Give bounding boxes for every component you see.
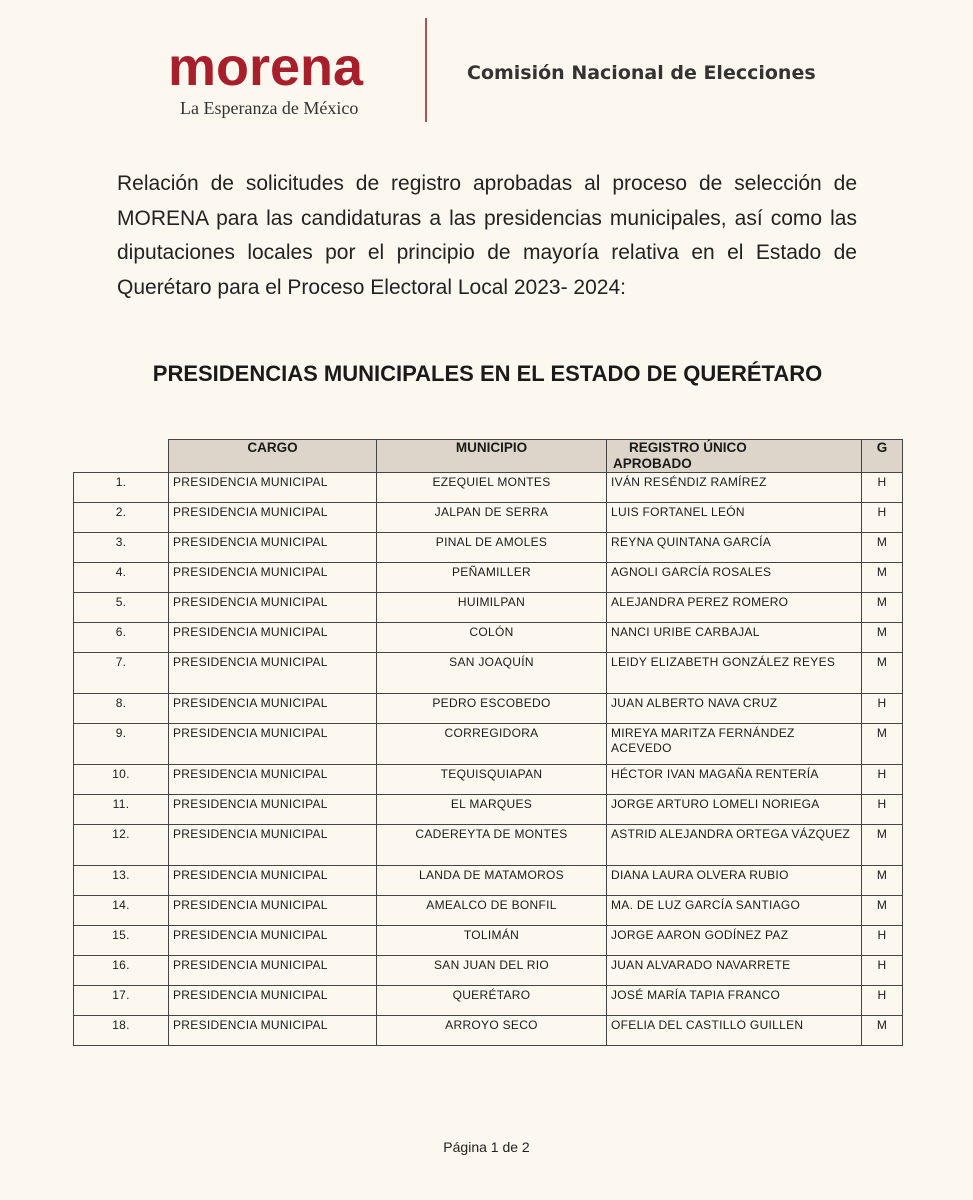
genero-cell: M xyxy=(862,593,903,623)
nombre-cell: REYNA QUINTANA GARCÍA xyxy=(607,533,862,563)
genero-cell: M xyxy=(862,866,903,896)
nombre-cell: JUAN ALBERTO NAVA CRUZ xyxy=(607,694,862,724)
row-number: 4. xyxy=(74,563,169,593)
organization-name: Comisión Nacional de Elecciones xyxy=(467,62,816,84)
genero-cell: M xyxy=(862,825,903,866)
nombre-cell: HÉCTOR IVAN MAGAÑA RENTERÍA xyxy=(607,765,862,795)
row-number: 11. xyxy=(74,795,169,825)
nombre-cell: NANCI URIBE CARBAJAL xyxy=(607,623,862,653)
header-divider xyxy=(425,18,427,122)
row-number: 15. xyxy=(74,926,169,956)
morena-logo xyxy=(168,37,388,119)
header-cargo: CARGO xyxy=(169,440,377,473)
row-number: 17. xyxy=(74,986,169,1016)
header-registro-line1: REGISTRO ÚNICO xyxy=(629,440,747,455)
row-number: 7. xyxy=(74,653,169,694)
row-number: 5. xyxy=(74,593,169,623)
cargo-cell: PRESIDENCIA MUNICIPAL xyxy=(169,1016,377,1046)
cargo-cell: PRESIDENCIA MUNICIPAL xyxy=(169,623,377,653)
cargo-cell: PRESIDENCIA MUNICIPAL xyxy=(169,724,377,765)
nombre-cell: MA. DE LUZ GARCÍA SANTIAGO xyxy=(607,896,862,926)
row-number: 12. xyxy=(74,825,169,866)
genero-cell: H xyxy=(862,956,903,986)
municipio-cell: SAN JUAN DEL RIO xyxy=(377,956,607,986)
nombre-cell: LEIDY ELIZABETH GONZÁLEZ REYES xyxy=(607,653,862,694)
table-row xyxy=(74,623,903,653)
row-number: 6. xyxy=(74,623,169,653)
table-header-row xyxy=(74,440,903,473)
nombre-cell: DIANA LAURA OLVERA RUBIO xyxy=(607,866,862,896)
genero-cell: M xyxy=(862,563,903,593)
municipio-cell: CADEREYTA DE MONTES xyxy=(377,825,607,866)
municipio-cell: LANDA DE MATAMOROS xyxy=(377,866,607,896)
municipio-cell: TOLIMÁN xyxy=(377,926,607,956)
genero-cell: M xyxy=(862,533,903,563)
genero-cell: H xyxy=(862,926,903,956)
genero-cell: M xyxy=(862,623,903,653)
genero-cell: M xyxy=(862,896,903,926)
nombre-cell: ALEJANDRA PEREZ ROMERO xyxy=(607,593,862,623)
cargo-cell: PRESIDENCIA MUNICIPAL xyxy=(169,694,377,724)
row-number: 14. xyxy=(74,896,169,926)
genero-cell: M xyxy=(862,724,903,765)
municipio-cell: SAN JOAQUÍN xyxy=(377,653,607,694)
intro-paragraph: Relación de solicitudes de registro aprobadas al proceso de selección de MORENA para las candidaturas a las presidencias municipales, así como las diputaciones locales por el principio de mayoría relativa en el Estado de Querétaro para el Proceso Electoral Local 2023- 2024: xyxy=(117,172,857,299)
genero-cell: H xyxy=(862,986,903,1016)
table-row xyxy=(74,473,903,503)
cargo-cell: PRESIDENCIA MUNICIPAL xyxy=(169,956,377,986)
cargo-cell: PRESIDENCIA MUNICIPAL xyxy=(169,896,377,926)
cargo-cell: PRESIDENCIA MUNICIPAL xyxy=(169,765,377,795)
genero-cell: H xyxy=(862,795,903,825)
header-registro xyxy=(607,440,862,473)
nombre-cell: LUIS FORTANEL LEÓN xyxy=(607,503,862,533)
row-number: 10. xyxy=(74,765,169,795)
header-number-blank xyxy=(74,440,169,473)
cargo-cell: PRESIDENCIA MUNICIPAL xyxy=(169,653,377,694)
nombre-cell: AGNOLI GARCÍA ROSALES xyxy=(607,563,862,593)
table-row xyxy=(74,724,903,765)
municipio-cell: COLÓN xyxy=(377,623,607,653)
municipio-cell: JALPAN DE SERRA xyxy=(377,503,607,533)
row-number: 1. xyxy=(74,473,169,503)
cargo-cell: PRESIDENCIA MUNICIPAL xyxy=(169,926,377,956)
municipio-cell: TEQUISQUIAPAN xyxy=(377,765,607,795)
table-row xyxy=(74,503,903,533)
row-number: 9. xyxy=(74,724,169,765)
row-number: 18. xyxy=(74,1016,169,1046)
nombre-cell: OFELIA DEL CASTILLO GUILLEN xyxy=(607,1016,862,1046)
genero-cell: M xyxy=(862,653,903,694)
municipio-cell: AMEALCO DE BONFIL xyxy=(377,896,607,926)
nombre-cell: JOSÉ MARÍA TAPIA FRANCO xyxy=(607,986,862,1016)
municipio-cell: EZEQUIEL MONTES xyxy=(377,473,607,503)
nombre-cell: JUAN ALVARADO NAVARRETE xyxy=(607,956,862,986)
municipio-cell: PINAL DE AMOLES xyxy=(377,533,607,563)
header-registro-line2: APROBADO xyxy=(613,456,692,471)
cargo-cell: PRESIDENCIA MUNICIPAL xyxy=(169,533,377,563)
table-row xyxy=(74,825,903,866)
genero-cell: M xyxy=(862,1016,903,1046)
nombre-cell: MIREYA MARITZA FERNÁNDEZ ACEVEDO xyxy=(607,724,862,765)
nombre-cell: JORGE AARON GODÍNEZ PAZ xyxy=(607,926,862,956)
logo-wordmark: morena xyxy=(168,37,364,97)
cargo-cell: PRESIDENCIA MUNICIPAL xyxy=(169,563,377,593)
table-row xyxy=(74,593,903,623)
table-row xyxy=(74,1016,903,1046)
row-number: 2. xyxy=(74,503,169,533)
genero-cell: H xyxy=(862,473,903,503)
row-number: 13. xyxy=(74,866,169,896)
table-row xyxy=(74,956,903,986)
cargo-cell: PRESIDENCIA MUNICIPAL xyxy=(169,866,377,896)
table-row xyxy=(74,765,903,795)
genero-cell: H xyxy=(862,503,903,533)
cargo-cell: PRESIDENCIA MUNICIPAL xyxy=(169,986,377,1016)
municipio-cell: PEÑAMILLER xyxy=(377,563,607,593)
registry-table xyxy=(73,439,903,1046)
municipio-cell: HUIMILPAN xyxy=(377,593,607,623)
logo-tagline: La Esperanza de México xyxy=(180,98,359,118)
table-row xyxy=(74,533,903,563)
cargo-cell: PRESIDENCIA MUNICIPAL xyxy=(169,795,377,825)
cargo-cell: PRESIDENCIA MUNICIPAL xyxy=(169,825,377,866)
cargo-cell: PRESIDENCIA MUNICIPAL xyxy=(169,593,377,623)
nombre-cell: JORGE ARTURO LOMELI NORIEGA xyxy=(607,795,862,825)
page-number: Página 1 de 2 xyxy=(443,1139,530,1155)
section-title: PRESIDENCIAS MUNICIPALES EN EL ESTADO DE QUERÉTARO xyxy=(152,361,823,386)
municipio-cell: ARROYO SECO xyxy=(377,1016,607,1046)
table-row xyxy=(74,896,903,926)
header-genero: G xyxy=(862,440,903,473)
table-row xyxy=(74,694,903,724)
genero-cell: H xyxy=(862,765,903,795)
municipio-cell: PEDRO ESCOBEDO xyxy=(377,694,607,724)
row-number: 8. xyxy=(74,694,169,724)
nombre-cell: IVÁN RESÉNDIZ RAMÍREZ xyxy=(607,473,862,503)
table-row xyxy=(74,926,903,956)
municipio-cell: CORREGIDORA xyxy=(377,724,607,765)
genero-cell: H xyxy=(862,694,903,724)
header-municipio: MUNICIPIO xyxy=(377,440,607,473)
table-row xyxy=(74,866,903,896)
table-row xyxy=(74,795,903,825)
table-row xyxy=(74,653,903,694)
nombre-cell: ASTRID ALEJANDRA ORTEGA VÁZQUEZ xyxy=(607,825,862,866)
table-row xyxy=(74,563,903,593)
cargo-cell: PRESIDENCIA MUNICIPAL xyxy=(169,473,377,503)
table-row xyxy=(74,986,903,1016)
municipio-cell: QUERÉTARO xyxy=(377,986,607,1016)
municipio-cell: EL MARQUES xyxy=(377,795,607,825)
row-number: 3. xyxy=(74,533,169,563)
row-number: 16. xyxy=(74,956,169,986)
cargo-cell: PRESIDENCIA MUNICIPAL xyxy=(169,503,377,533)
